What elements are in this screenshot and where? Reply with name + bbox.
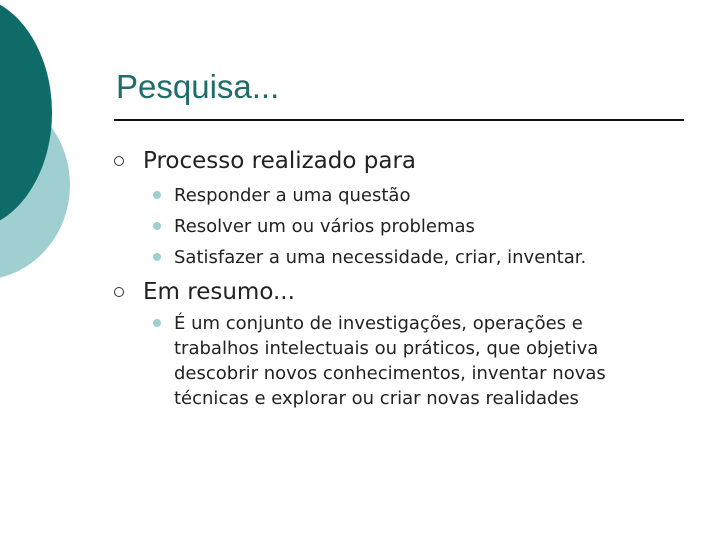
sub-bullet-text: Satisfazer a uma necessidade, criar, inventar.: [174, 247, 587, 268]
sub-bullet-line: técnicas e explorar ou criar novas realidades: [174, 388, 579, 409]
bullet-heading: Em resumo...: [143, 279, 295, 305]
bullet-heading: Processo realizado para: [143, 148, 417, 174]
sub-bullet-line: É um conjunto de investigações, operações e: [174, 313, 583, 334]
hollow-circle-bullet-icon: [114, 156, 124, 166]
sub-bullet-line: descobrir novos conhecimentos, inventar novas: [174, 363, 606, 384]
filled-dot-bullet-icon: [153, 319, 161, 327]
title-divider: [114, 119, 684, 121]
filled-dot-bullet-icon: [153, 222, 161, 230]
hollow-circle-bullet-icon: [114, 287, 124, 297]
slide-title: Pesquisa...: [116, 68, 280, 105]
sub-bullet-line: trabalhos intelectuais ou práticos, que objetiva: [174, 338, 599, 359]
filled-dot-bullet-icon: [153, 253, 161, 261]
sub-bullet-text: Responder a uma questão: [174, 185, 411, 206]
sub-bullet-text: [174, 311, 606, 411]
sub-bullet-text: Resolver um ou vários problemas: [174, 216, 475, 237]
filled-dot-bullet-icon: [153, 191, 161, 199]
